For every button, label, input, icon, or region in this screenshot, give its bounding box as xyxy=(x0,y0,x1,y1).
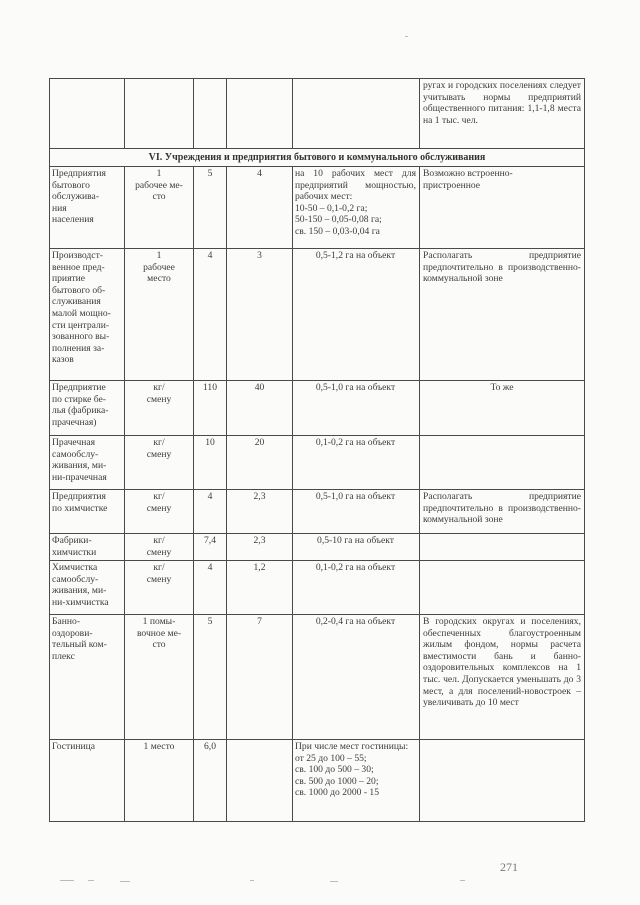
row-area-cell: 0,2-0,4 га на объект xyxy=(315,616,396,627)
table-row-divider xyxy=(49,435,585,436)
row-unit-cell: кг/ смену xyxy=(146,562,172,585)
table-row-divider xyxy=(49,739,585,740)
table-column-divider xyxy=(292,78,293,148)
row-value-cell: 110 xyxy=(202,382,218,393)
row-name-cell: Фабрики- химчистки xyxy=(52,535,97,558)
table-row-divider xyxy=(49,380,585,381)
table-column-divider xyxy=(419,166,420,822)
row-value-cell: 7,4 xyxy=(204,535,216,546)
row-unit-cell: 1 рабочее место xyxy=(143,250,175,285)
row-area-cell: 0,5-1,0 га на объект xyxy=(315,491,396,502)
scan-speck xyxy=(460,880,465,881)
table-border-bottom xyxy=(49,821,585,822)
row-area-cell: 0,1-0,2 га на объект xyxy=(315,437,396,448)
row-value-cell: 2,3 xyxy=(253,535,266,546)
table-column-divider xyxy=(226,166,227,822)
table-column-divider xyxy=(226,78,227,148)
row-area-cell: При числе мест гостиницы: от 25 до 100 – 55; св. 100 до 500 – 30; св. 500 до 1000 – 20; св. 1000 до 2000 - 15 xyxy=(295,741,409,799)
table-row-divider xyxy=(49,560,585,561)
row-name-cell: Предприятие по стирке бе- лья (фабрика- прачечная) xyxy=(52,382,109,428)
scan-speck xyxy=(88,880,94,881)
table-row-divider xyxy=(49,614,585,615)
row-name-cell: Производст- венное пред- приятие бытового об- служивания малой мощно- сти централи- зованного вы- полнения за- казов xyxy=(52,250,111,366)
row-unit-cell: 1 помы- вочное ме- сто xyxy=(136,616,182,651)
row-area-cell: 0,5-10 га на объект xyxy=(317,535,394,546)
row-unit-cell: кг/ смену xyxy=(146,535,172,558)
row-value-cell: 4 xyxy=(207,491,213,502)
section-heading: VI. Учреждения и предприятия бытового и коммунального обслуживания xyxy=(148,152,486,163)
table-border-left xyxy=(49,78,50,822)
row-value-cell: 1,2 xyxy=(253,562,266,573)
table-column-divider xyxy=(193,78,194,148)
row-value-cell: 5 xyxy=(207,616,213,627)
scan-speck xyxy=(250,880,254,881)
scan-speck xyxy=(330,881,338,882)
row-note-cell: Возможно встроенно- пристроенное xyxy=(423,168,513,191)
row-value-cell: 5 xyxy=(207,168,213,179)
table-column-divider xyxy=(124,166,125,822)
row-value-cell: 2,3 xyxy=(253,491,266,502)
table-column-divider xyxy=(193,166,194,822)
row-value-cell: 3 xyxy=(257,250,262,261)
scan-speck xyxy=(405,36,408,37)
table-column-divider xyxy=(292,166,293,822)
table-row-divider xyxy=(49,489,585,490)
row-value-cell: 40 xyxy=(254,382,265,393)
row-name-cell: Химчистка самообслу- живания, ми- ни-химчистка xyxy=(52,562,109,608)
row-note-cell: Располагать предприятие предпочтительно в производственно-коммунальной зоне xyxy=(423,491,581,526)
row-area-cell: 0,5-1,0 га на объект xyxy=(315,382,396,393)
row-value-cell: 4 xyxy=(207,562,213,573)
row-unit-cell: кг/ смену xyxy=(146,491,172,514)
table-row-divider xyxy=(49,533,585,534)
row-value-cell: 6,0 xyxy=(204,741,216,752)
row-unit-cell: кг/ смену xyxy=(146,437,172,460)
scan-speck xyxy=(60,880,74,881)
row-name-cell: Предприятия бытового обслужива- ния населения xyxy=(52,168,106,226)
row-name-cell: Прачечная самообслу- живания, ми- ни-прачечная xyxy=(52,437,107,483)
page-number: 271 xyxy=(500,860,518,874)
row-unit-cell: кг/ смену xyxy=(146,382,172,405)
row-name-cell: Предприятия по химчистке xyxy=(52,491,108,514)
row-value-cell: 20 xyxy=(254,437,265,448)
table-row-divider xyxy=(49,166,585,167)
row-area-cell: на 10 рабочих мест для предприятий мощностью, рабочих мест: 10-50 – 0,1-0,2 га; 50-150 – 0,05-0,08 га; св. 150 – 0,03-0,04 га xyxy=(295,168,416,237)
row-area-cell: 0,5-1,2 га на объект xyxy=(315,250,396,261)
row-value-cell: 7 xyxy=(257,616,262,627)
scan-speck xyxy=(120,881,130,882)
row-value-cell: 4 xyxy=(257,168,262,179)
row-area-cell: 0,1-0,2 га на объект xyxy=(315,562,396,573)
row-name-cell: Гостиница xyxy=(52,741,95,752)
table-column-divider xyxy=(124,78,125,148)
row-note-cell: Располагать предприятие предпочтительно в производственно-коммунальной зоне xyxy=(423,250,581,285)
table-border-right xyxy=(584,78,585,822)
row-unit-cell: 1 рабочее ме- сто xyxy=(135,168,183,203)
continued-note-cell: ругах и городских поселениях следует учитывать нормы предприятий общественного питания: 1,1-1,8 места на 1 тыс. чел. xyxy=(423,80,581,126)
table-row-divider xyxy=(49,248,585,249)
row-unit-cell: 1 место xyxy=(143,741,175,752)
row-note-cell: То же xyxy=(490,382,514,393)
row-note-cell: В городских округах и поселениях, обеспеченных благоустроенным жилым фондом, нормы расчета вместимости бань и банно-оздоровительных комплексов на 1 тыс. чел. Допускается уменьшать до 3 мест, а для поселений-новостроек – увеличивать до 10 мест xyxy=(423,616,581,709)
table-column-divider xyxy=(419,78,420,148)
table-border-top xyxy=(49,78,585,79)
row-name-cell: Банно- оздорови- тельный ком- плекс xyxy=(52,616,107,662)
row-value-cell: 10 xyxy=(205,437,215,448)
table-row-divider xyxy=(49,148,585,149)
row-value-cell: 4 xyxy=(207,250,213,261)
